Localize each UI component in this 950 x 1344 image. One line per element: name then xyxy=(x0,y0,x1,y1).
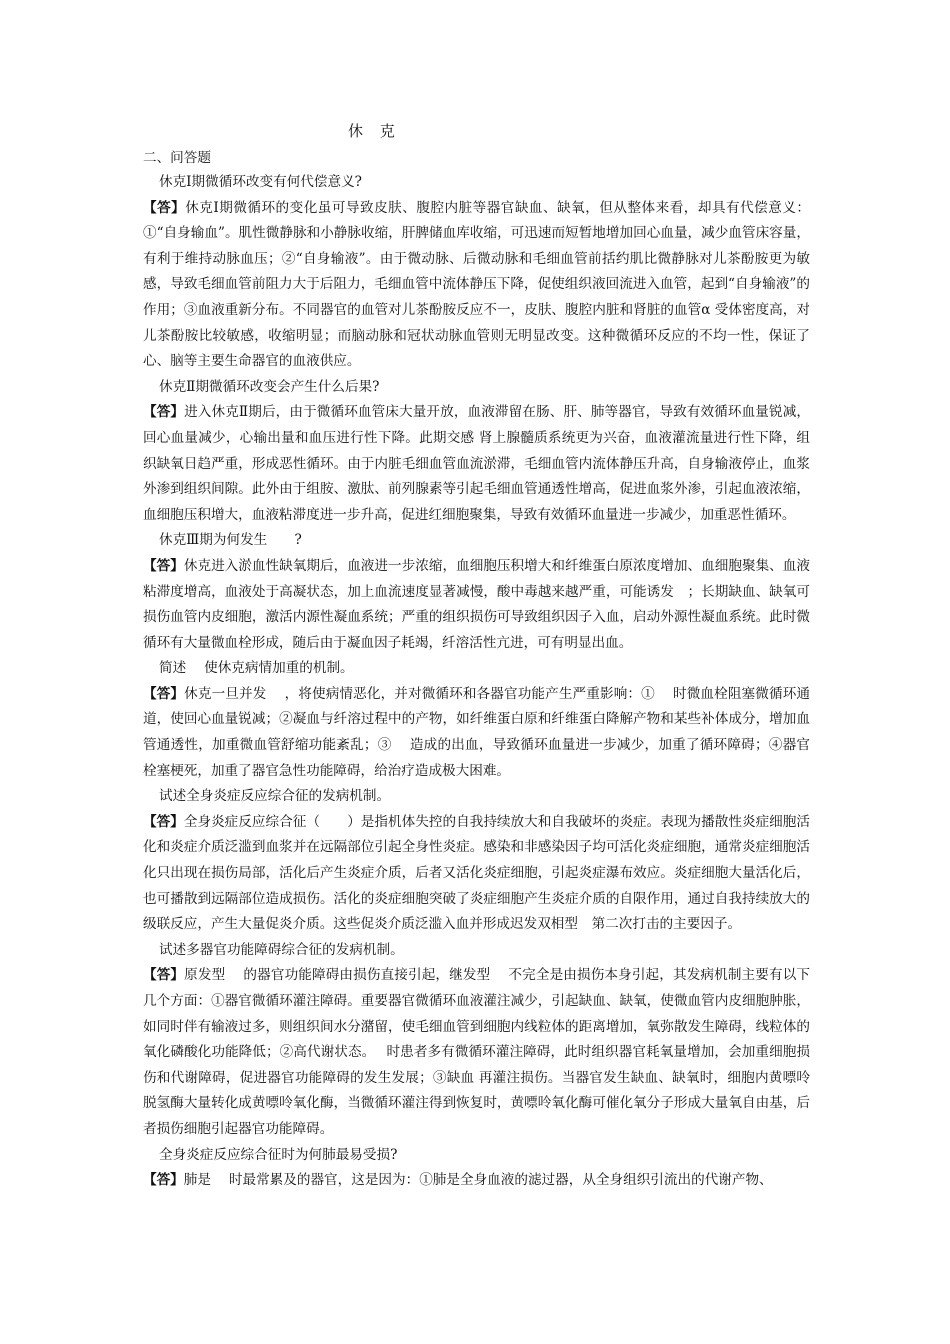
question-7: 全身炎症反应综合征时为何肺最易受损? xyxy=(159,1146,398,1163)
question-3: 休克Ⅲ期为何发生 ? xyxy=(159,532,302,549)
question-1: 休克Ⅰ期微循环改变有何代偿意义? xyxy=(159,174,362,190)
answer-tag: 【答】 xyxy=(143,557,184,574)
answer-7 xyxy=(143,1168,810,1194)
qa-content xyxy=(143,170,810,1194)
answer-tag: 【答】 xyxy=(143,813,184,830)
answer-text: 休克进入淤血性缺氧期后，血液进一步浓缩，血细胞压积增大和纤维蛋白原浓度增加、血细胞聚集、血液粘滞度增高，血液处于高凝状态，加上血流速度显著减慢，酸中毒越来越严重，可能诱发 ；长期缺血、缺氧可损伤血管内皮细胞，激活内源性凝血系统；严重的组织损伤可导致组织因子入血，启动外源性凝血系统。此时微循环有大量微血栓形成，随后由于凝血因子耗竭，纤溶活性亢进，可有明显出血。 xyxy=(143,557,811,651)
answer-text: 原发型 的器官功能障碍由损伤直接引起，继发型 不完全是由损伤本身引起，其发病机制主要有以下几个方面：①器官微循环灌注障碍。重要器官微循环血液灌注减少，引起缺血、缺氧，使微血管内皮细胞肿胀，如同时伴有输液过多，则组织间水分潴留，使毛细血管到细胞内线粒体的距离增加，氧弥散发生障碍，线粒体的氧化磷酸化功能降低；②高代谢状态。 时患者多有微循环灌注障碍，此时组织器官耗氧量增加，会加重细胞损伤和代谢障碍，促进器官功能障碍的发生发展；③缺血 再灌注损伤。当器官发生缺血、缺氧时，细胞内黄嘌呤脱氢酶大量转化成黄嘌呤氧化酶，当微循环灌注得到恢复时，黄嘌呤氧化酶可催化氧分子形成大量氧自由基，后者损伤细胞引起器官功能障碍。 xyxy=(143,967,810,1137)
answer-1 xyxy=(143,196,810,375)
question-2: 休克Ⅱ期微循环改变会产生什么后果? xyxy=(159,378,380,395)
answer-5 xyxy=(143,810,810,938)
answer-3 xyxy=(143,554,810,656)
answer-tag: 【答】 xyxy=(143,685,185,702)
question-6: 试述多器官功能障碍综合征的发病机制。 xyxy=(159,941,404,958)
section-heading: 二、问答题 xyxy=(143,150,211,166)
question-5: 试述全身炎症反应综合征的发病机制。 xyxy=(159,788,391,805)
answer-text: 进入休克Ⅱ期后，由于微循环血管床大量开放，血液滞留在肠、肝、肺等器官，导致有效循环血量锐减，回心血量减少，心输出量和血压进行性下降。此期交感 肾上腺髓质系统更为兴奋，血液灌流量进行性下降，组织缺氧日趋严重，形成恶性循环。由于内脏毛细血管血流淤滞，毛细血管内流体静压升高，自身输液停止，血浆外渗到组织间隙。此外由于组胺、激肽、前列腺素等引起毛细血管通透性增高，促进血浆外渗，引起血液浓缩，血细胞压积增大，血液粘滞度进一步升高，促进红细胞聚集，导致有效循环血量进一步减少，加重恶性循环。 xyxy=(143,404,810,523)
answer-4 xyxy=(143,682,810,784)
answer-tag: 【答】 xyxy=(143,1172,184,1189)
answer-text: 肺是 时最常累及的器官，这是因为：①肺是全身血液的滤过器，从全身组织引流出的代谢产物、 xyxy=(183,1172,773,1189)
answer-text: 休克Ⅰ期微循环的变化虽可导致皮肤、腹腔内脏等器官缺血、缺氧，但从整体来看，却具有代偿意义：①“自身输血”。肌性微静脉和小静脉收缩，肝脾储血库收缩，可迅速而短暂地增加回心血量，减少血管床容量，有利于维持动脉血压；②“自身输液”。由于微动脉、后微动脉和毛细血管前括约肌比微静脉对儿茶酚胺更为敏感，导致毛细血管前阻力大于后阻力，毛细血管中流体静压下降，促使组织液回流进入血管，起到“自身输液”的作用；③血液重新分布。不同器官的血管对儿茶酚胺反应不一，皮肤、腹腔内脏和肾脏的血管α 受体密度高，对儿茶酚胺比较敏感，收缩明显；而脑动脉和冠状动脉血管则无明显改变。这种微循环反应的不均一性，保证了心、脑等主要生命器官的血液供应。 xyxy=(143,199,810,370)
answer-tag: 【答】 xyxy=(143,404,185,421)
answer-2 xyxy=(143,400,810,528)
answer-text: 休克一旦并发 ，将使病情恶化，并对微循环和各器官功能产生严重影响：① 时微血栓阻塞微循环通道，使回心血量锐减；②凝血与纤溶过程中的产物，如纤维蛋白原和纤维蛋白降解产物和某些补体成分，增加血管通透性，加重微血管舒缩功能紊乱；③ 造成的出血，导致循环血量进一步减少，加重了循环障碍；④器官栓塞梗死，加重了器官急性功能障碍，给治疗造成极大困难。 xyxy=(143,685,810,779)
answer-text: 全身炎症反应综合征（ ）是指机体失控的自我持续放大和自我破坏的炎症。表现为播散性炎症细胞活化和炎症介质泛滥到血浆并在远隔部位引起全身性炎症。感染和非感染因子均可活化炎症细胞，通常炎症细胞活化只出现在损伤局部，活化后产生炎症介质，后者又活化炎症细胞，引起炎症瀑布效应。炎症细胞大量活化后，也可播散到远隔部位造成损伤。活化的炎症细胞突破了炎症细胞产生炎症介质的自限作用，通过自我持续放大的级联反应，产生大量促炎介质。这些促炎介质泛滥入血并形成迟发双相型 第二次打击的主要因子。 xyxy=(143,813,811,933)
answer-tag: 【答】 xyxy=(143,967,185,984)
answer-tag: 【答】 xyxy=(143,199,186,216)
answer-6 xyxy=(143,963,810,1142)
doc-title: 休 克 xyxy=(348,122,401,140)
question-4: 简述 使休克病情加重的机制。 xyxy=(159,660,354,677)
